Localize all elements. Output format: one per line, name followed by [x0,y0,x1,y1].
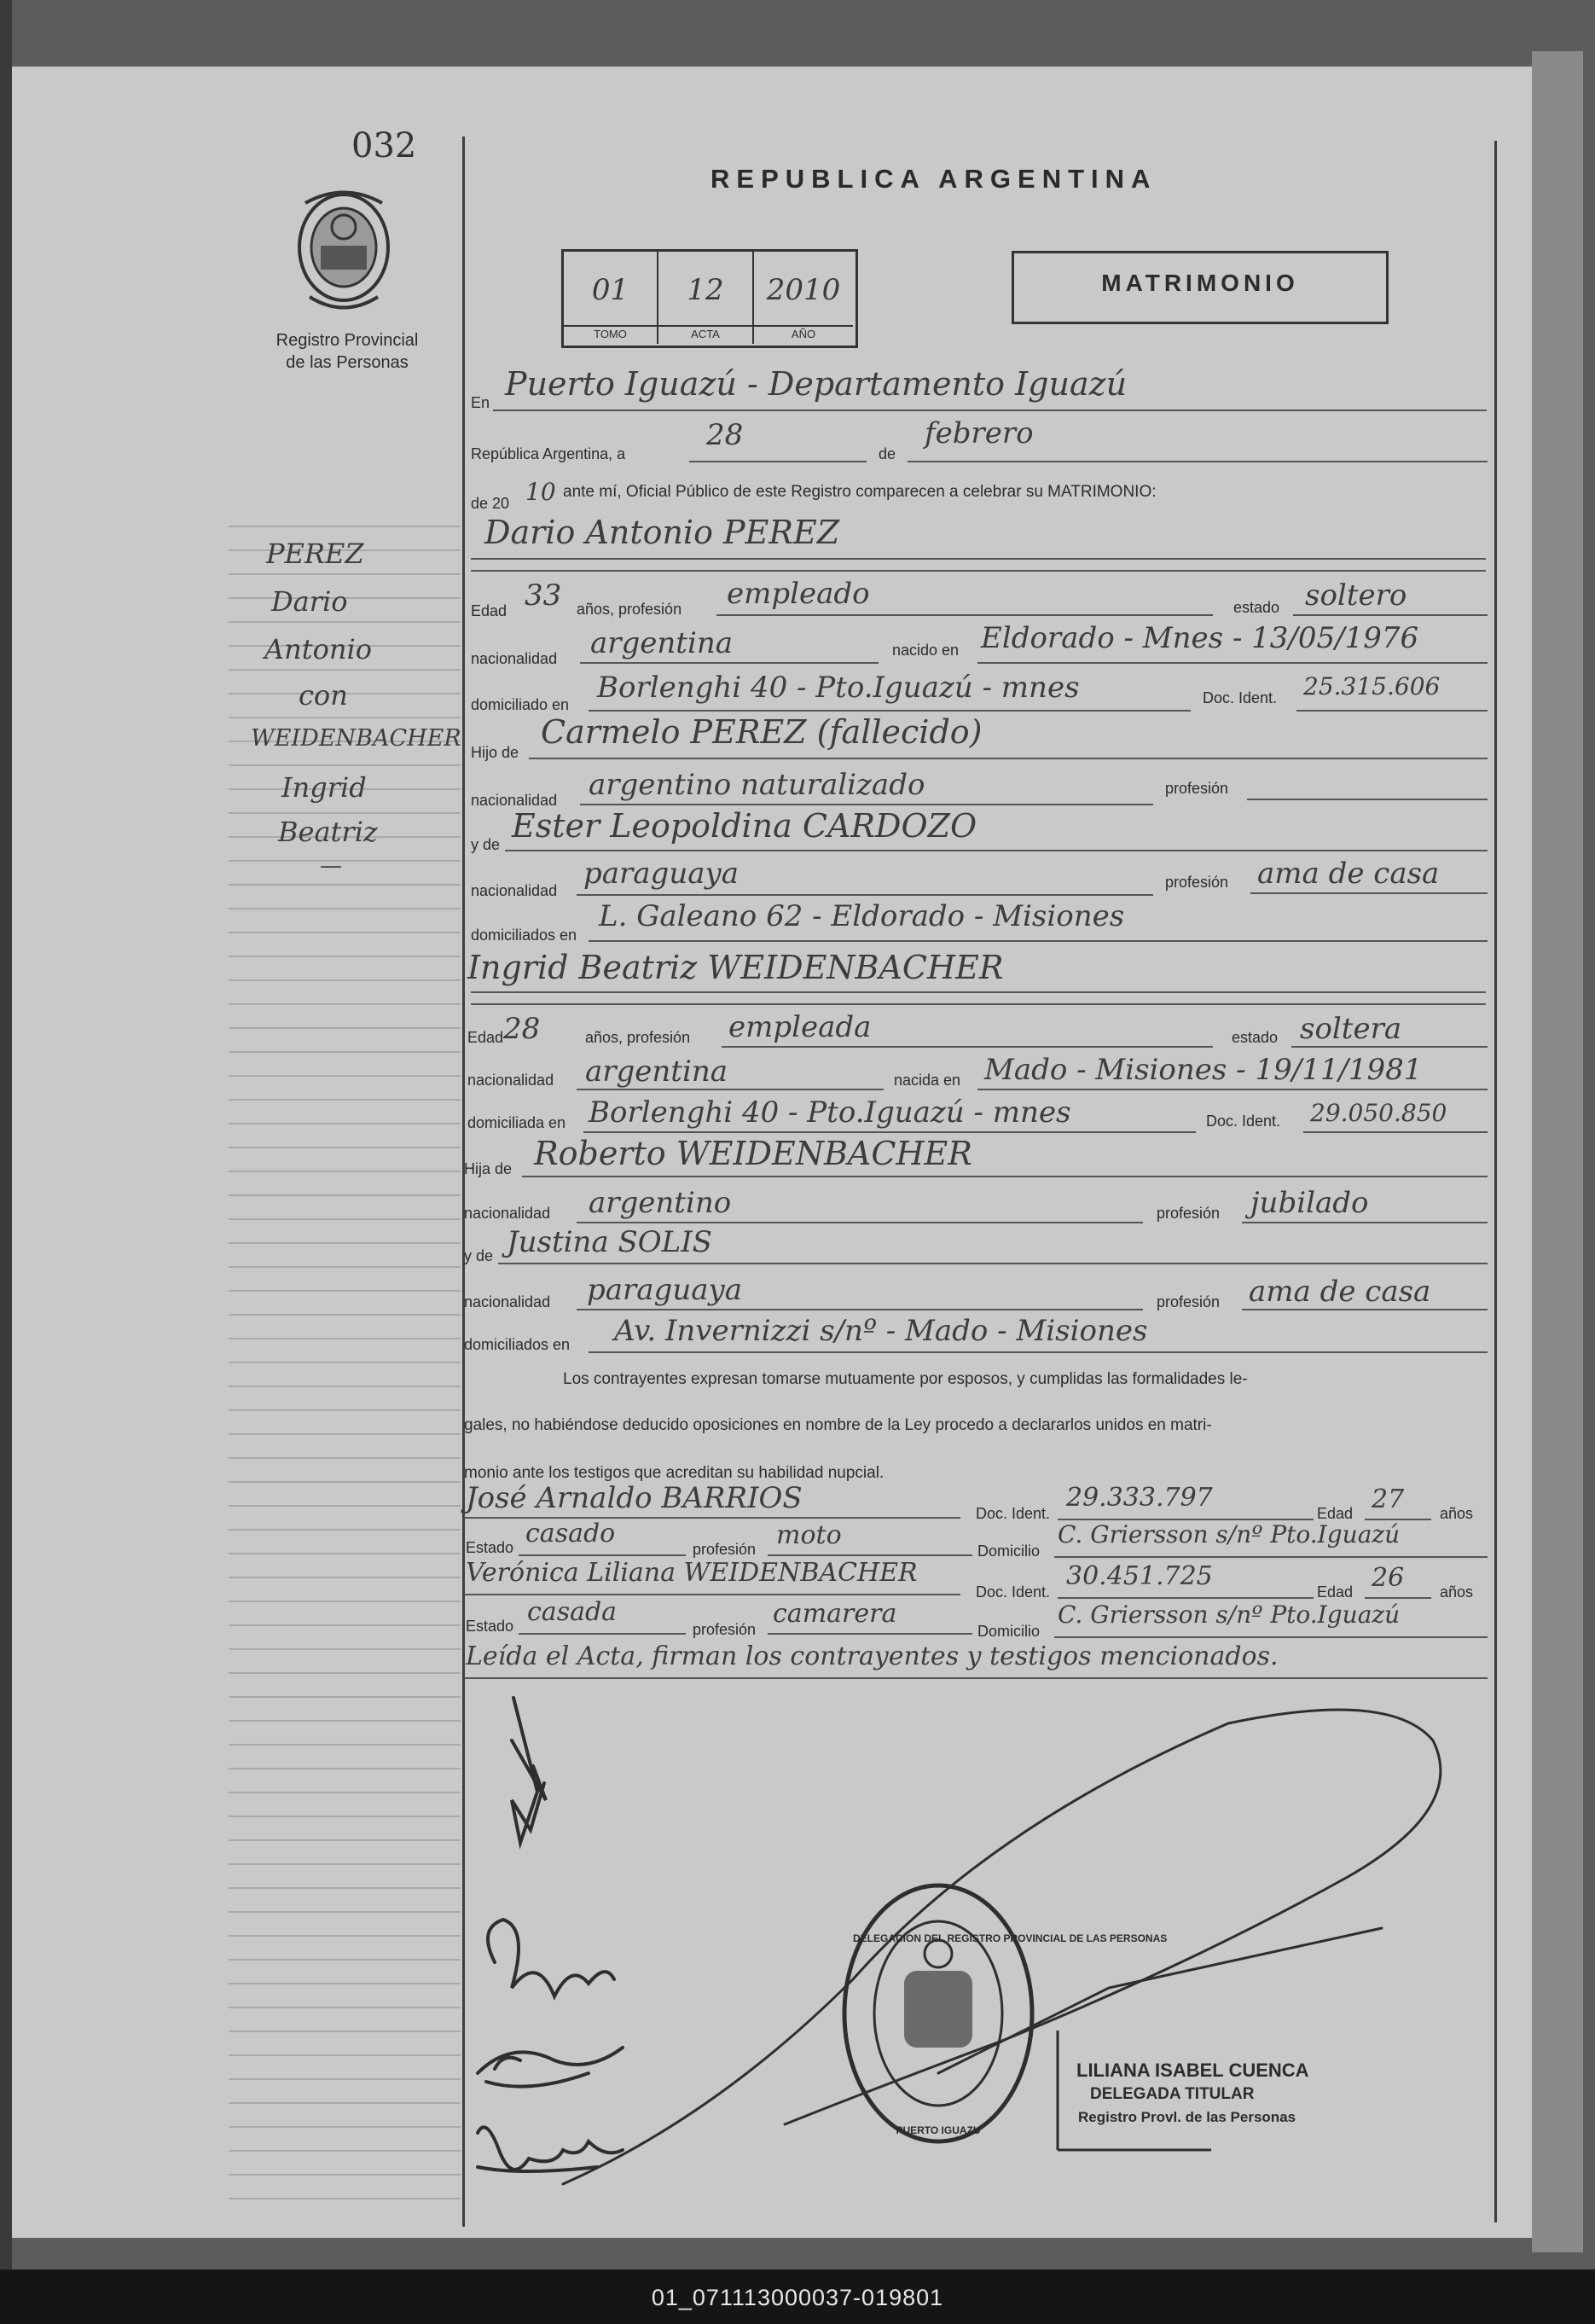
margin-rule [229,1744,461,1746]
intro-statement: ante mí, Oficial Público de este Registro comparecen a celebrar su MATRIMONIO: [563,483,1157,501]
declaration-line1: Los contrayentes expresan tomarse mutuamente por esposos, y cumplidas las formalidades le- [563,1370,1248,1388]
margin-rule [229,1433,461,1435]
margin-rule [229,717,461,718]
margin-rule [229,1863,461,1865]
official-seal [844,1885,1168,2141]
page-number: 032 [351,126,417,166]
stamp-title: DELEGADA TITULAR [1090,2085,1255,2103]
margin-rule [229,1099,461,1101]
witness1-doc-label: Doc. Ident. [976,1505,1051,1522]
scan-footer-code: 01_071113000037-019801 [0,2271,1595,2324]
groom-father-label: Hijo de [471,744,519,761]
margin-rule [229,1577,461,1578]
margin-rule [229,1075,461,1077]
margin-rule [229,1959,461,1961]
bride-parents-address: Av. Invernizzi s/nº - Mado - Misiones [614,1314,1148,1348]
signatures-area [461,1672,1493,2227]
declaration-line2: gales, no habiéndose deducido oposiciones en nombre de la Ley procedo a declararlos unidos en matri- [464,1416,1212,1434]
margin-rule [229,2102,461,2104]
margin-rule [229,1290,461,1292]
margin-rule [229,1553,461,1554]
margin-rule [229,1457,461,1459]
margin-rule [229,1386,461,1387]
groom-mother-label: y de [471,836,501,853]
de-label: de [879,445,896,462]
margin-rule [229,884,461,886]
margin-rule [229,2126,461,2128]
witness1-estado-label: Estado [466,1539,514,1556]
margin-rule [229,1887,461,1889]
declaration-line3: monio ante los testigos que acreditan su habilidad nupcial. [464,1464,884,1482]
bride-mother: Justina SOLIS [507,1225,712,1259]
book-edge [1532,51,1583,2252]
margin-rule [229,1362,461,1363]
groom-age: 33 [525,578,562,613]
registry-name-line1: Registro Provincial [276,331,419,350]
witness2-address: C. Griersson s/nº Pto.Iguazú [1058,1601,1401,1629]
margin-rule [229,1027,461,1029]
margin-rule [229,1529,461,1531]
margin-rule [229,2150,461,2152]
bride-mother-label: y de [464,1247,494,1264]
margin-rule [229,1123,461,1124]
bride-doc: 29.050.850 [1310,1099,1447,1127]
witness1-age: 27 [1372,1484,1405,1514]
groom-father: Carmelo PEREZ (fallecido) [541,713,983,751]
margin-rule [229,1648,461,1650]
bride-nationality: argentina [585,1055,728,1089]
groom-edad-label: Edad [471,602,508,619]
groom-name: Dario Antonio PEREZ [484,514,840,551]
signature-witness1 [478,2048,623,2087]
witness2-edad-label: Edad [1317,1583,1354,1601]
emblem-icon [288,186,399,322]
bride-nacida-label: nacida en [894,1072,961,1089]
margin-rule [229,764,461,766]
margin-rule [229,1266,461,1268]
groom-estado: soltero [1305,578,1407,613]
witness1-name: José Arnaldo BARRIOS [466,1481,803,1515]
margin-rule [229,1672,461,1674]
bride-father-nationality: argentino [589,1186,732,1220]
bride-profession: empleada [728,1010,872,1044]
bride-parents-dom-label: domiciliados en [464,1336,571,1353]
record-type: MATRIMONIO [1101,270,1299,296]
seal-text: DELEGACION DEL REGISTRO PROVINCIAL DE LAS PERSONAS [853,1932,1168,1944]
margin-surname-2: WEIDENBACHER [251,725,461,752]
groom-parents-address: L. Galeano 62 - Eldorado - Misiones [599,899,1125,933]
margin-name-1: Dario [271,585,348,618]
witness2-age: 26 [1372,1563,1405,1593]
signature-official [563,1710,1441,2184]
bride-mother-nat-label: nacionalidad [464,1293,551,1310]
bride-mother-nationality: paraguaya [587,1273,742,1307]
book-binding [0,0,12,2269]
margin-rule [229,526,461,527]
margin-rule [229,1314,461,1316]
groom-estado-label: estado [1233,599,1280,616]
witness1-profesion-label: profesión [693,1541,757,1558]
groom-mother-prof-label: profesión [1165,874,1229,891]
witness2-anos-label: años [1440,1583,1474,1601]
margin-name-3: Ingrid [281,771,367,804]
groom-mother-nat-label: nacionalidad [471,882,558,899]
margin-rule [229,812,461,814]
margin-rule [229,1242,461,1244]
groom-birthplace: Eldorado - Mnes - 13/05/1976 [981,621,1419,655]
margin-rule [229,1983,461,1984]
bride-father-label: Hija de [464,1160,513,1177]
bride-estado-label: estado [1232,1029,1279,1046]
margin-rule [229,956,461,957]
witness2-profesion-label: profesión [693,1621,757,1638]
margin-rule [229,2078,461,2080]
margin-con: con [299,679,348,712]
margin-rule [229,1601,461,1602]
margin-rule [229,1409,461,1411]
margin-rule [229,1338,461,1339]
margin-rule [229,2007,461,2008]
witness1-profession: moto [776,1520,842,1550]
margin-rule [229,1816,461,1817]
witness2-domicilio-label: Domicilio [977,1623,1041,1640]
bride-birthplace: Mado - Misiones - 19/11/1981 [984,1053,1423,1087]
bride-domicilio-label: domiciliada en [467,1114,566,1131]
margin-rule [229,1624,461,1626]
bride-mother-profession: ama de casa [1249,1275,1431,1309]
margin-name-4: Beatriz [278,816,378,848]
stamp-name: LILIANA ISABEL CUENCA [1076,2060,1309,2081]
tomo-label: TOMO [594,328,627,340]
margin-rule [229,1194,461,1196]
margin-rule [229,1003,461,1005]
bride-age: 28 [503,1012,541,1046]
seal-bottom-text: PUERTO IGUAZU [896,2124,981,2136]
margin-rule [229,1720,461,1722]
margin-rule [229,1218,461,1220]
margin-rule [229,1147,461,1148]
margin-rule [229,1505,461,1507]
month: febrero [925,416,1034,450]
margin-rule [229,1481,461,1483]
groom-doc-label: Doc. Ident. [1203,689,1278,706]
margin-rule [229,1935,461,1937]
margin-name-2: Antonio [264,633,372,665]
margin-rule [229,573,461,575]
anio-label: AÑO [791,328,816,340]
witness2-estado-label: Estado [466,1618,514,1635]
margin-dash: — [320,853,342,879]
groom-domicilio-label: domiciliado en [471,696,570,713]
bride-father-prof-label: profesión [1157,1205,1221,1222]
margin-rule [229,979,461,981]
margin-rule [229,2174,461,2176]
groom-mother: Ester Leopoldina CARDOZO [512,807,977,845]
margin-rule [229,1171,461,1172]
margin-rule [229,1768,461,1769]
country-title: REPUBLICA ARGENTINA [710,164,1157,194]
margin-rule [229,908,461,909]
groom-father-prof-label: profesión [1165,780,1229,797]
groom-nacionalidad-label: nacionalidad [471,650,558,667]
province-emblem [288,186,399,322]
closing-text: Leída el Acta, firman los contrayentes y testigos mencionados. [466,1641,1279,1671]
margin-rule [229,860,461,862]
groom-profesion-label: años, profesión [577,601,682,618]
margin-surname: PEREZ [266,537,364,570]
tomo-value: 01 [591,273,629,307]
witness2-profession: camarera [773,1599,897,1629]
bride-profesion-label: años, profesión [585,1029,691,1046]
margin-rule [229,621,461,623]
margin-rule [229,1792,461,1793]
anio-value: 2010 [766,273,841,307]
witness1-anos-label: años [1440,1505,1474,1522]
margin-rule [229,1839,461,1841]
bride-father: Roberto WEIDENBACHER [534,1135,972,1172]
bride-father-nat-label: nacionalidad [464,1205,551,1222]
groom-nacido-label: nacido en [892,642,960,659]
en-label: En [471,394,490,411]
place: Puerto Iguazú - Departamento Iguazú [505,365,1128,403]
margin-rule [229,1911,461,1913]
registry-name-line2: de las Personas [286,353,409,372]
witness2-doc: 30.451.725 [1066,1561,1213,1591]
bride-nacionalidad-label: nacionalidad [467,1072,554,1089]
groom-mother-profession: ama de casa [1257,857,1440,891]
bride-estado: soltera [1300,1012,1402,1046]
witness1-domicilio-label: Domicilio [977,1543,1041,1560]
groom-mother-nationality: paraguaya [583,857,739,891]
margin-rule [229,2198,461,2199]
margin-rule [229,2031,461,2032]
bride-name: Ingrid Beatriz WEIDENBACHER [467,949,1004,986]
groom-nationality: argentina [590,626,734,660]
day: 28 [706,418,744,452]
margin-rule [229,1051,461,1053]
groom-father-nat-label: nacionalidad [471,792,558,809]
witness1-doc: 29.333.797 [1066,1483,1213,1513]
acta-label: ACTA [691,328,720,340]
groom-father-nationality: argentino naturalizado [589,768,925,802]
witness1-estado: casado [525,1519,616,1548]
bride-father-profession: jubilado [1250,1186,1369,1220]
groom-address: Borlenghi 40 - Pto.Iguazú - mnes [597,671,1080,705]
acta-value: 12 [687,273,724,307]
groom-profession: empleado [727,577,870,611]
witness1-edad-label: Edad [1317,1505,1354,1522]
bride-mother-prof-label: profesión [1157,1293,1221,1310]
bride-edad-label: Edad [467,1029,504,1046]
year-prefix-label: de 20 [471,495,510,512]
year-suffix: 10 [525,478,556,506]
witness2-estado: casada [527,1597,618,1627]
margin-rule [229,932,461,933]
margin-rule [229,669,461,671]
republica-label: República Argentina, a [471,445,626,462]
right-border [1494,141,1497,2222]
margin-rule [229,2054,461,2056]
bride-doc-label: Doc. Ident. [1206,1113,1281,1130]
bride-address: Borlenghi 40 - Pto.Iguazú - mnes [589,1095,1071,1130]
witness2-name: Verónica Liliana WEIDENBACHER [466,1558,918,1588]
groom-doc: 25.315.606 [1303,672,1441,700]
witness1-address: C. Griersson s/nº Pto.Iguazú [1058,1520,1401,1548]
signature-bride [488,1920,614,1996]
witness2-doc-label: Doc. Ident. [976,1583,1051,1601]
groom-parents-dom-label: domiciliados en [471,927,577,944]
margin-rule [229,1696,461,1698]
stamp-office: Registro Provl. de las Personas [1078,2109,1296,2125]
